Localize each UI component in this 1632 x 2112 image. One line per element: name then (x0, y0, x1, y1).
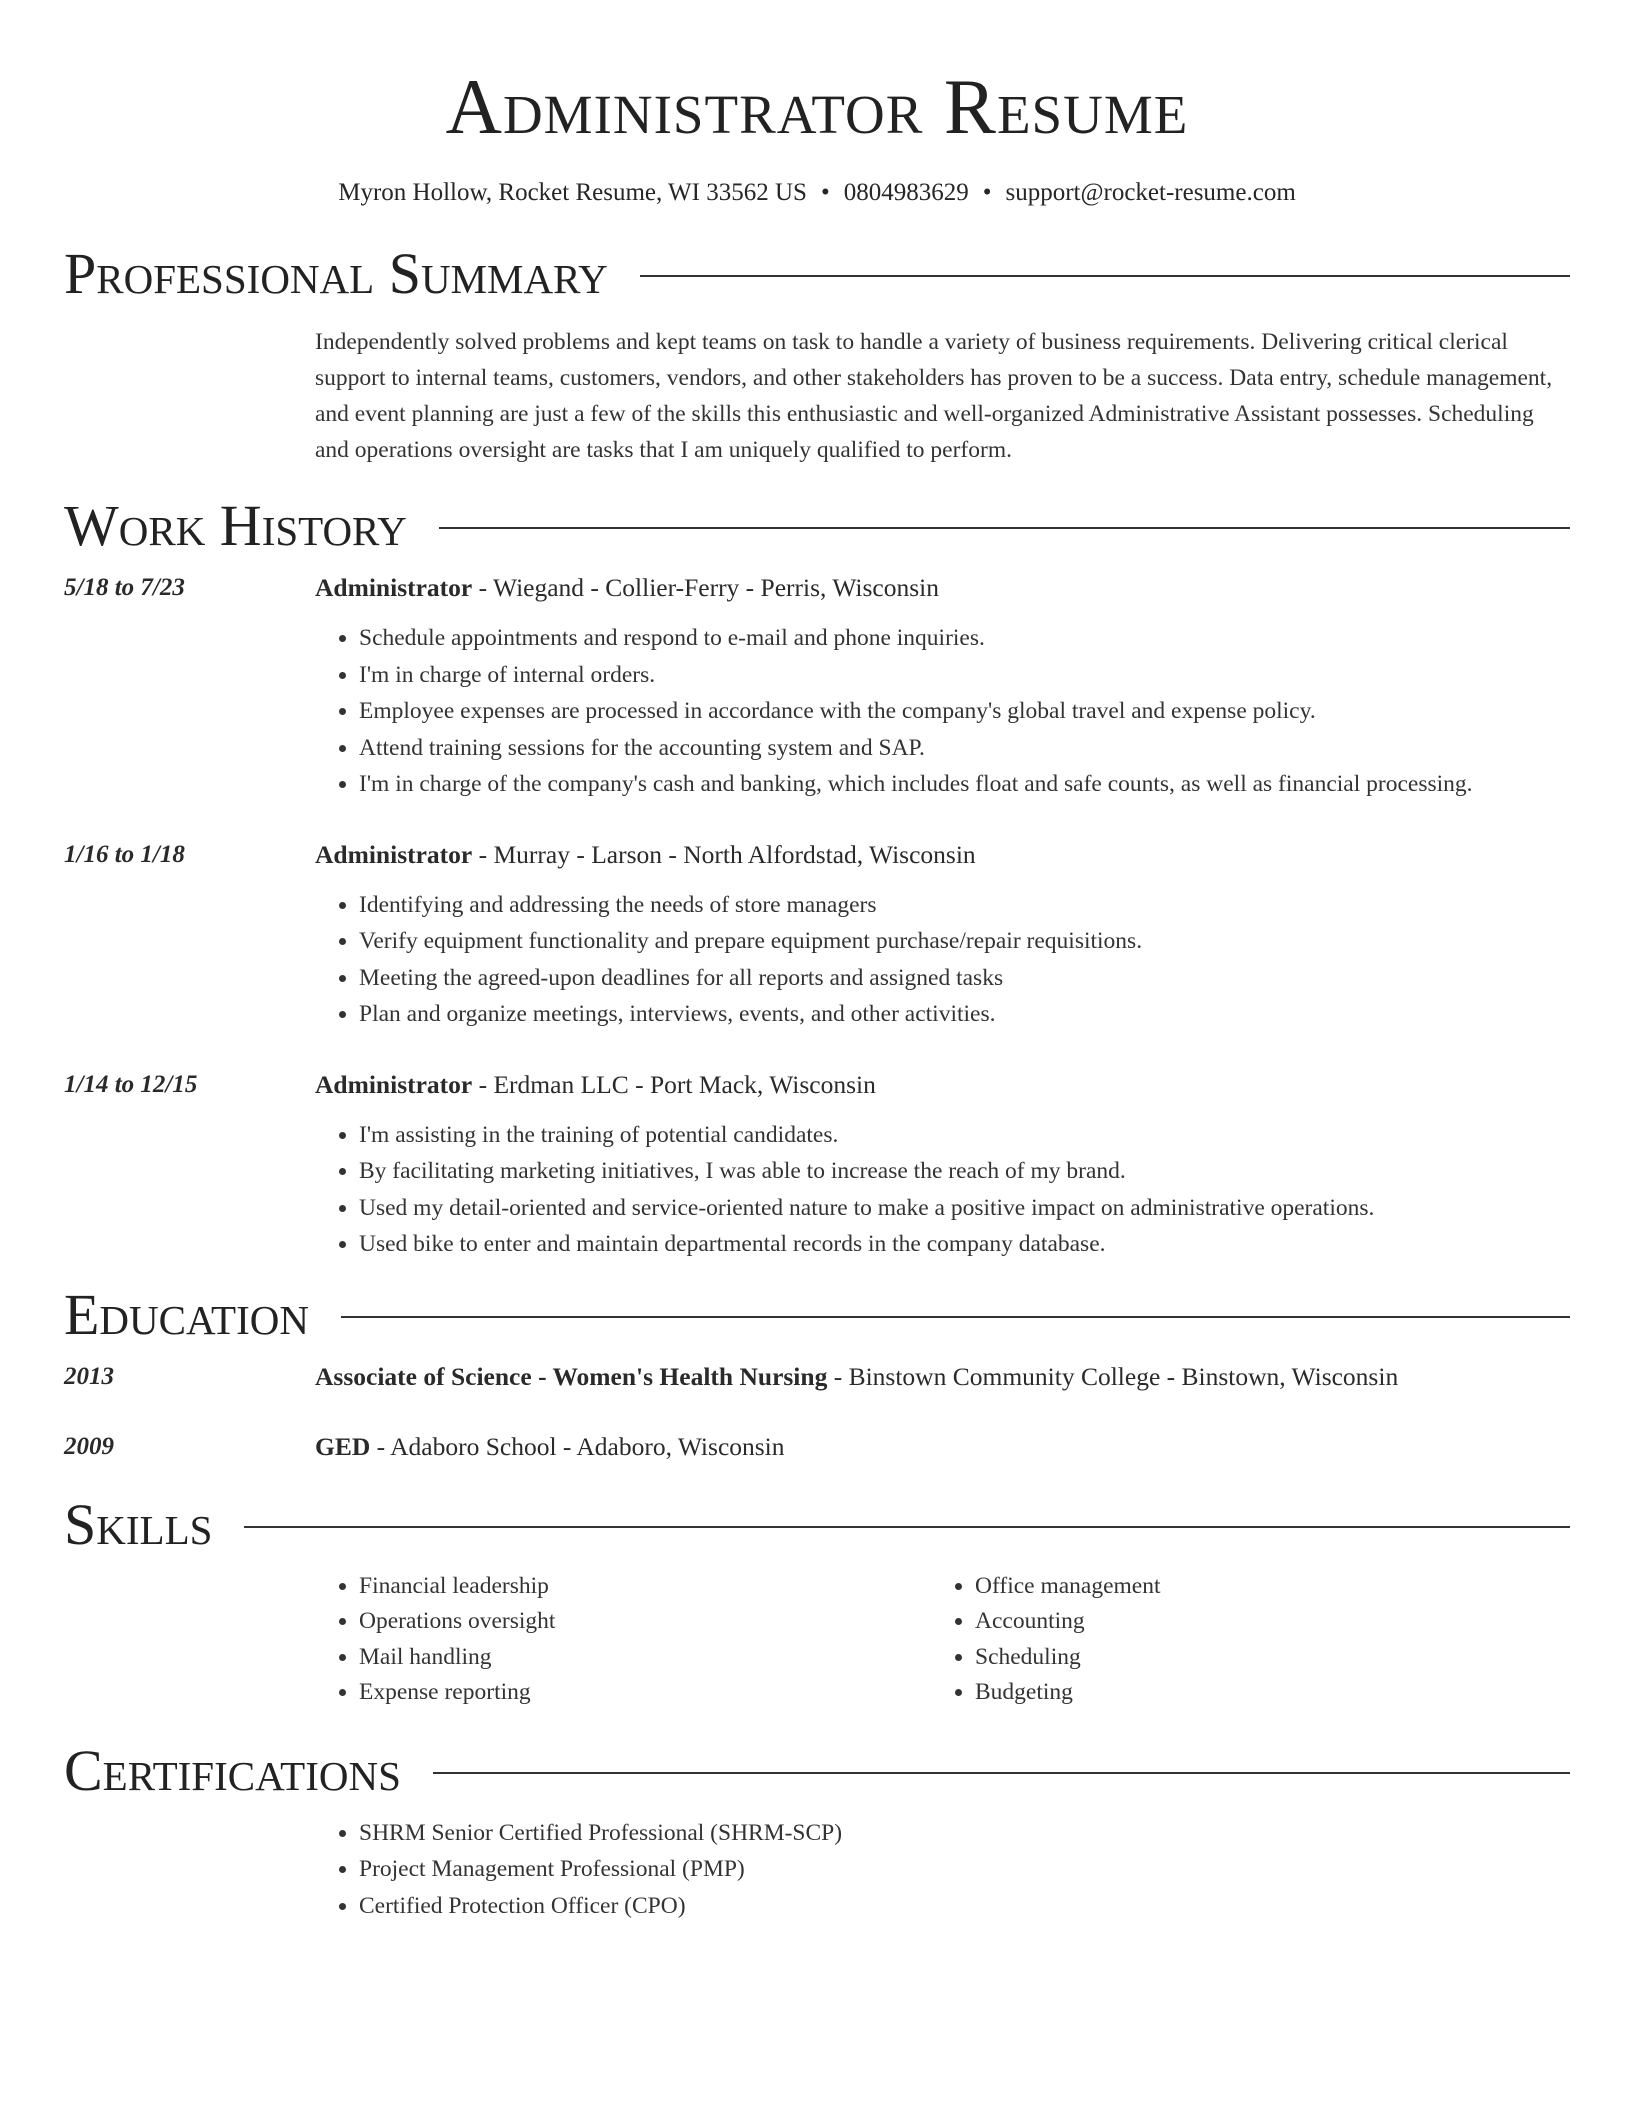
job-title: Administrator (315, 1069, 473, 1099)
skills-column-left (315, 1569, 931, 1711)
job-bullets (315, 620, 1570, 803)
work-section-header (64, 493, 1570, 558)
job-bullet: • I'm in charge of the company's cash and banking, which includes float and safe counts, as well as financial processing. (359, 766, 1570, 803)
certifications-section-header (64, 1737, 1570, 1803)
job-bullet: • By facilitating marketing initiatives, I was able to increase the reach of my brand. (359, 1153, 1570, 1190)
education-section-header (64, 1281, 1570, 1347)
resume-title: Administrator Resume (445, 63, 1189, 150)
education-degree: GED (315, 1431, 371, 1461)
skills-section-header (64, 1491, 1570, 1557)
certification-item: • Certified Protection Officer (CPO) (359, 1888, 1570, 1925)
work-heading: Work History (64, 493, 407, 558)
job-entry (64, 837, 1570, 1033)
summary-section-header (64, 241, 1570, 306)
skill-item: • Office management (975, 1569, 1547, 1605)
job-details: - Wiegand - Collier-Ferry - Perris, Wisconsin (472, 573, 939, 602)
job-bullet: • Employee expenses are processed in accordance with the company's global travel and expense policy. (359, 693, 1570, 730)
job-bullet: • Identifying and addressing the needs of store managers (359, 887, 1570, 924)
education-heading-line (315, 1359, 1398, 1395)
job-title: Administrator (315, 573, 473, 602)
job-dates: 1/14 to 12/15 (64, 1070, 198, 1098)
certification-item: • SHRM Senior Certified Professional (SHRM-SCP) (359, 1815, 1570, 1852)
section-divider (244, 1526, 1570, 1528)
section-divider (433, 1772, 1570, 1774)
job-details: - Murray - Larson - North Alfordstad, Wisconsin (472, 839, 976, 869)
job-bullet: • Meeting the agreed-upon deadlines for all reports and assigned tasks (359, 960, 1570, 997)
education-details: - Binstown Community College - Binstown, Wisconsin (827, 1361, 1399, 1391)
skills-heading: Skills (64, 1491, 213, 1557)
education-year: 2009 (64, 1432, 114, 1460)
contact-line (64, 178, 1570, 208)
job-details: - Erdman LLC - Port Mack, Wisconsin (472, 1069, 876, 1099)
skill-item: • Operations oversight (359, 1604, 931, 1640)
education-entry (64, 1359, 1570, 1395)
job-bullet: • Used my detail-oriented and service-oriented nature to make a positive impact on administrative operations. (359, 1190, 1570, 1227)
section-divider (341, 1316, 1570, 1318)
section-divider (640, 275, 1570, 277)
skill-item: • Scheduling (975, 1640, 1547, 1676)
job-bullet: • I'm assisting in the training of potential candidates. (359, 1117, 1570, 1154)
certifications-heading: Certifications (64, 1737, 401, 1803)
education-details: - Adaboro School - Adaboro, Wisconsin (370, 1431, 785, 1461)
contact-separator: • (820, 179, 830, 206)
skills-list (315, 1569, 1570, 1711)
job-entry (64, 570, 1570, 803)
job-dates: 1/16 to 1/18 (64, 840, 185, 868)
job-bullets (315, 887, 1570, 1033)
skill-item: • Expense reporting (359, 1675, 931, 1711)
job-bullets (315, 1117, 1570, 1263)
education-entry (64, 1429, 1570, 1465)
resume-page (64, 0, 1570, 1924)
education-heading: Education (64, 1281, 309, 1347)
job-bullet: • Verify equipment functionality and prepare equipment purchase/repair requisitions. (359, 923, 1570, 960)
certification-item: • Project Management Professional (PMP) (359, 1851, 1570, 1888)
skill-item: • Financial leadership (359, 1569, 931, 1605)
education-degree: Associate of Science - Women's Health Nursing (315, 1361, 828, 1391)
skill-item: • Budgeting (975, 1675, 1547, 1711)
contact-address: Myron Hollow, Rocket Resume, WI 33562 US (338, 179, 807, 206)
summary-text: Independently solved problems and kept teams on task to handle a variety of business requirements. Delivering critical clerical support to internal teams, customers, vendors, and other stakeholders has proven to be a success. Data entry, schedule management, and event planning are just a few of the skills this enthusiastic and well-organized Administrative Assistant possesses. Scheduling and operations oversight are tasks that I am uniquely qualified to perform. (315, 329, 1553, 463)
job-title: Administrator (315, 839, 473, 869)
job-heading (315, 570, 1570, 606)
contact-separator: • (982, 179, 992, 206)
job-heading (315, 1067, 1570, 1103)
certifications-bullets (315, 1815, 1570, 1925)
section-divider (439, 527, 1570, 529)
contact-phone: 0804983629 (843, 179, 969, 206)
skill-item: • Mail handling (359, 1640, 931, 1676)
job-dates: 5/18 to 7/23 (64, 574, 185, 601)
summary-heading: Professional Summary (64, 241, 608, 306)
skills-column-right (931, 1569, 1547, 1711)
job-entry (64, 1067, 1570, 1263)
job-bullet: • Plan and organize meetings, interviews, events, and other activities. (359, 996, 1570, 1033)
education-year: 2013 (64, 1362, 114, 1390)
job-bullet: • Used bike to enter and maintain departmental records in the company database. (359, 1226, 1570, 1263)
skill-item: • Accounting (975, 1604, 1547, 1640)
job-bullet: • Attend training sessions for the accounting system and SAP. (359, 730, 1570, 767)
contact-email: support@rocket-resume.com (1005, 179, 1296, 206)
job-heading (315, 837, 1570, 873)
education-heading-line (315, 1429, 785, 1465)
job-bullet: • I'm in charge of internal orders. (359, 657, 1570, 694)
certifications-list (315, 1815, 1570, 1925)
job-bullet: • Schedule appointments and respond to e-mail and phone inquiries. (359, 620, 1570, 657)
